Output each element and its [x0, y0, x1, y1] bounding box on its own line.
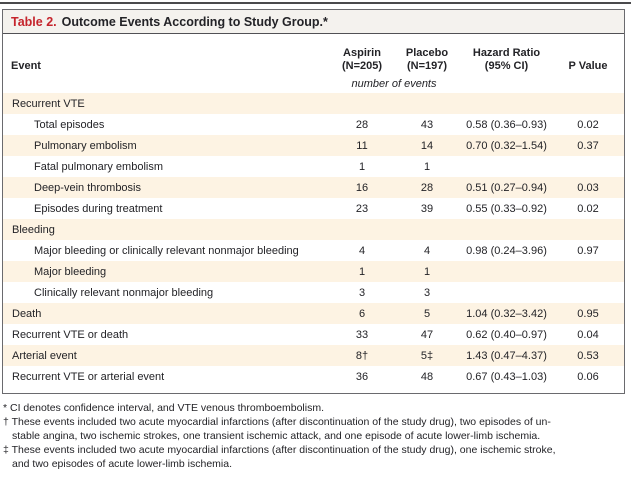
table-title-bar	[3, 10, 624, 34]
aspirin-count: 36	[355, 370, 369, 383]
column-header-event: Event	[11, 60, 41, 72]
column-header-hazard-ratio-line1: Hazard Ratio	[472, 47, 541, 59]
hazard-ratio-value: 0.51 (0.27–0.94)	[466, 181, 547, 194]
p-value: 0.02	[577, 118, 599, 131]
table-row-major-bleeding	[3, 261, 624, 282]
column-header-row	[3, 34, 624, 74]
p-value: 0.03	[577, 181, 599, 194]
aspirin-count: 11	[356, 139, 368, 152]
hazard-ratio-value: 0.62 (0.40–0.97)	[466, 328, 547, 341]
aspirin-count: 16	[355, 181, 369, 194]
placebo-count: 14	[420, 139, 434, 152]
column-header-aspirin	[329, 47, 395, 74]
table-row-total-episodes	[3, 114, 624, 135]
table-row-episodes-during-treatment	[3, 198, 624, 219]
aspirin-count: 6	[358, 307, 366, 320]
table-row-crnm-bleeding	[3, 282, 624, 303]
aspirin-count: 4	[358, 244, 366, 257]
aspirin-count: 3	[358, 286, 366, 299]
column-header-placebo-line1: Placebo	[405, 47, 449, 59]
p-value: 0.53	[577, 349, 599, 362]
placebo-count: 5	[423, 307, 431, 320]
column-header-hazard-ratio-line2: (95% CI)	[484, 60, 529, 72]
table-row-fatal-pulmonary-embolism	[3, 156, 624, 177]
aspirin-count: 1	[358, 160, 366, 173]
table-row-deep-vein-thrombosis	[3, 177, 624, 198]
aspirin-count: 8†	[355, 349, 369, 362]
event-label: Clinically relevant nonmajor bleeding	[34, 286, 214, 299]
placebo-count: 47	[420, 328, 434, 341]
hazard-ratio-value: 0.67 (0.43–1.03)	[466, 370, 547, 383]
footnote-double-dagger-line1: ‡ These events included two acute myocardial infarctions (after discontinuation of the study drug), one ischemic stroke,	[3, 444, 556, 456]
p-value: 0.97	[577, 244, 599, 257]
aspirin-count: 33	[355, 328, 369, 341]
placebo-count: 1	[423, 265, 431, 278]
footnote-dagger-line2: stable angina, two ischemic strokes, one transient ischemic attack, and one episode of acute lower-limb ischemia.	[12, 430, 541, 442]
placebo-count: 43	[420, 118, 434, 131]
hazard-ratio-value: 0.98 (0.24–3.96)	[466, 244, 547, 257]
column-header-p-value: P Value	[568, 60, 608, 72]
hazard-ratio-value: 1.04 (0.32–3.42)	[466, 307, 547, 320]
placebo-count: 48	[420, 370, 434, 383]
event-label: Total episodes	[34, 118, 105, 131]
hazard-ratio-value: 0.70 (0.32–1.54)	[466, 139, 547, 152]
units-row	[3, 74, 624, 93]
placebo-count: 28	[420, 181, 434, 194]
table-row-major-or-crnm-bleeding	[3, 240, 624, 261]
event-label: Episodes during treatment	[34, 202, 163, 215]
hazard-ratio-value: 1.43 (0.47–4.37)	[466, 349, 547, 362]
placebo-count: 1	[423, 160, 431, 173]
event-label: Deep-vein thrombosis	[34, 181, 141, 194]
column-header-aspirin-line1: Aspirin	[343, 47, 381, 59]
footnote-double-dagger-line2: and two episodes of acute lower-limb ischemia.	[12, 458, 233, 470]
event-label: Recurrent VTE or death	[12, 328, 129, 341]
table-title-text: Outcome Events According to Study Group.*	[61, 15, 328, 29]
p-value: 0.37	[577, 139, 599, 152]
column-header-placebo	[395, 47, 459, 74]
units-note: number of events	[351, 77, 437, 90]
table-row-recurrent-vte-or-arterial-event	[3, 366, 624, 387]
table-row-recurrent-vte-or-death	[3, 324, 624, 345]
table-row-bleeding	[3, 219, 624, 240]
outcome-events-table	[2, 9, 625, 394]
event-label: Arterial event	[12, 349, 77, 362]
table-number-label: Table 2.	[11, 15, 57, 29]
top-rule-divider	[0, 2, 631, 4]
footnote-dagger-line1: † These events included two acute myocardial infarctions (after discontinuation of the study drug), two episodes of un-	[3, 416, 551, 428]
column-header-placebo-line2: (N=197)	[406, 60, 448, 72]
hazard-ratio-value: 0.58 (0.36–0.93)	[466, 118, 547, 131]
event-label: Death	[12, 307, 42, 320]
placebo-count: 5‡	[420, 349, 434, 362]
event-label: Major bleeding	[34, 265, 107, 278]
table-row-recurrent-vte	[3, 93, 624, 114]
aspirin-count: 1	[358, 265, 366, 278]
event-label: Recurrent VTE or arterial event	[12, 370, 165, 383]
hazard-ratio-value: 0.55 (0.33–0.92)	[466, 202, 547, 215]
p-value: 0.02	[577, 202, 599, 215]
aspirin-count: 28	[355, 118, 369, 131]
placebo-count: 3	[423, 286, 431, 299]
p-value: 0.95	[577, 307, 599, 320]
column-header-hazard-ratio	[459, 47, 554, 74]
table-body	[3, 93, 624, 387]
table-row-death	[3, 303, 624, 324]
column-header-aspirin-line2: (N=205)	[341, 60, 383, 72]
placebo-count: 4	[423, 244, 431, 257]
placebo-count: 39	[420, 202, 434, 215]
event-label: Major bleeding or clinically relevant nonmajor bleeding	[34, 244, 299, 257]
table-row-pulmonary-embolism	[3, 135, 624, 156]
event-label: Bleeding	[12, 223, 55, 236]
footnote-asterisk: * CI denotes confidence interval, and VTE venous thromboembolism.	[3, 402, 325, 414]
p-value: 0.06	[577, 370, 599, 383]
p-value: 0.04	[577, 328, 599, 341]
event-label: Recurrent VTE	[12, 97, 85, 110]
aspirin-count: 23	[355, 202, 369, 215]
event-label: Fatal pulmonary embolism	[34, 160, 163, 173]
event-label: Pulmonary embolism	[34, 139, 137, 152]
table-row-arterial-event	[3, 345, 624, 366]
footnotes	[3, 401, 627, 471]
